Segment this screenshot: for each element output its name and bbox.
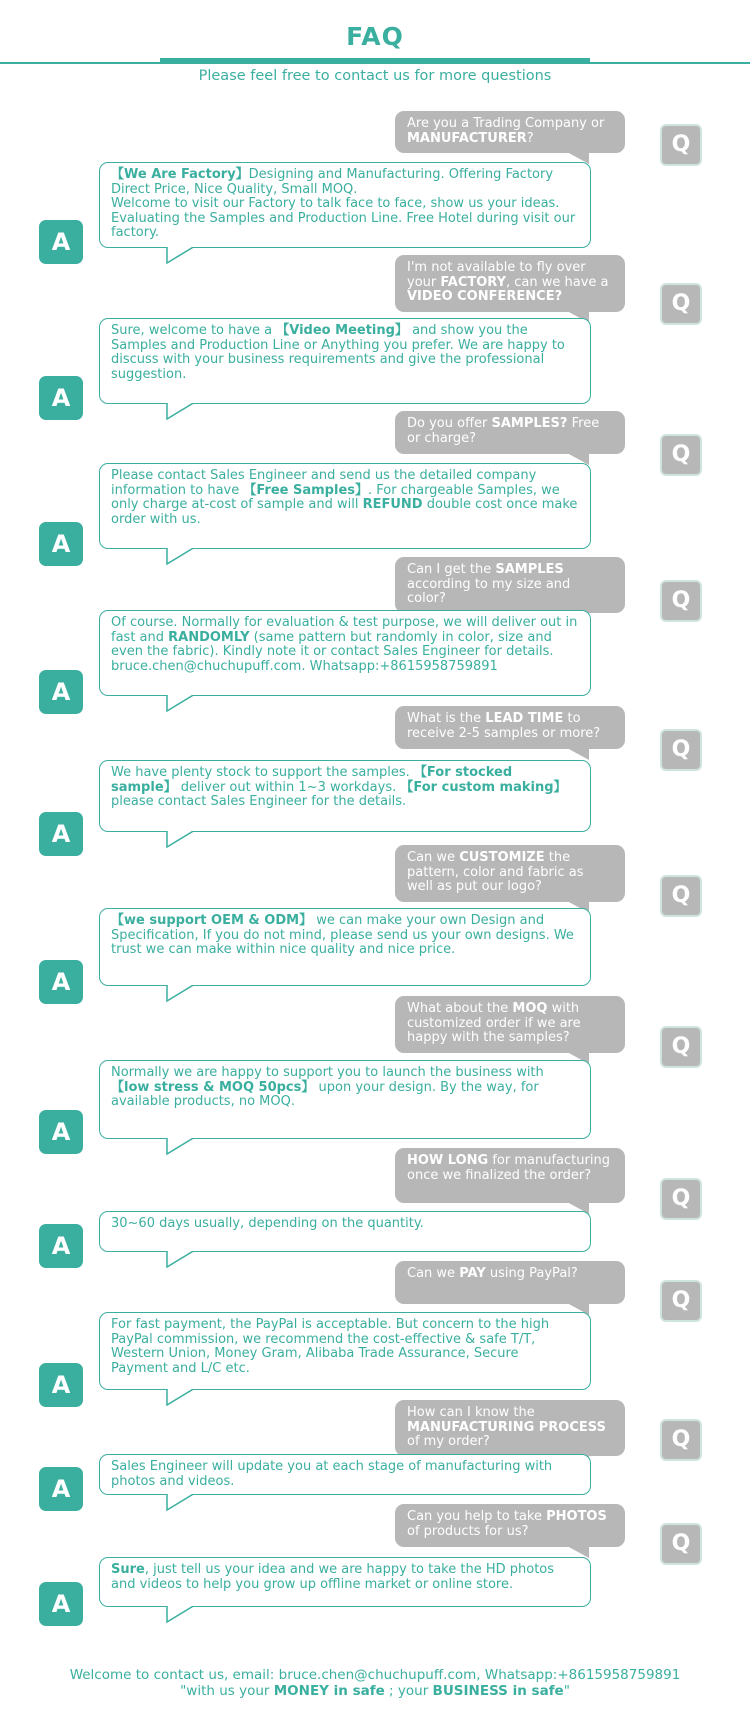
answer-bubble-tail [165, 1606, 197, 1623]
question-icon: Q [660, 1026, 702, 1068]
title-underline [160, 58, 590, 63]
answer-bubble: For fast payment, the PayPal is acceptable. But concern to the high PayPal commission, we recommend the cost-effective & safe T/T, Western Union, Money Gram, Alibaba Trade Assurance, Secure Payment and L/C etc. [99, 1312, 591, 1390]
answer-bubble: We have plenty stock to support the samples. 【For stocked sample】 deliver out within 1~3 workdays. 【For custom making】 please contact Sales Engineer for the details. [99, 760, 591, 832]
question-bubble: How can I know the MANUFACTURING PROCESS of my order? [395, 1400, 625, 1456]
answer-icon: A [39, 670, 83, 714]
answer-icon: A [39, 220, 83, 264]
answer-bubble-tail [165, 985, 197, 1002]
question-bubble: What about the MOQ with customized order if we are happy with the samples? [395, 996, 625, 1053]
answer-icon: A [39, 1110, 83, 1154]
question-icon: Q [660, 434, 702, 476]
page-subtitle: Please feel free to contact us for more questions [198, 68, 552, 84]
answer-icon: A [39, 522, 83, 566]
question-bubble: Do you offer SAMPLES? Free or charge? [395, 411, 625, 454]
question-bubble: Can we PAY using PayPal? [395, 1261, 625, 1304]
answer-icon: A [39, 1224, 83, 1268]
answer-bubble-tail [165, 1389, 197, 1406]
answer-bubble-tail [165, 548, 197, 565]
answer-bubble: Sure, welcome to have a 【Video Meeting】 and show you the Samples and Production Line or Anything you prefer. We are happy to discuss with your business requirements and give the professional suggestion. [99, 318, 591, 404]
answer-bubble-tail [165, 831, 197, 848]
answer-bubble: 【we support OEM & ODM】 we can make your own Design and Specification, If you do not mind, please send us your own designs. We trust we can make within nice quality and nice price. [99, 908, 591, 986]
question-icon: Q [660, 283, 702, 325]
answer-icon: A [39, 1363, 83, 1407]
answer-bubble-tail [165, 1494, 197, 1511]
question-bubble: Can we CUSTOMIZE the pattern, color and fabric as well as put our logo? [395, 845, 625, 902]
question-bubble: Are you a Trading Company or MANUFACTURER? [395, 111, 625, 153]
answer-bubble: Please contact Sales Engineer and send us the detailed company information to have 【Free Samples】. For chargeable Samples, we only charge at-cost of sample and will REFUND double cost once make order with us. [99, 463, 591, 549]
answer-bubble-tail [165, 247, 197, 264]
question-bubble: I'm not available to fly over your FACTORY, can we have a VIDEO CONFERENCE? [395, 255, 625, 312]
answer-icon: A [39, 812, 83, 856]
answer-icon: A [39, 1467, 83, 1511]
question-icon: Q [660, 580, 702, 622]
question-icon: Q [660, 1523, 702, 1565]
answer-bubble-tail [165, 1251, 197, 1268]
question-bubble: What is the LEAD TIME to receive 2-5 samples or more? [395, 706, 625, 749]
question-icon: Q [660, 1419, 702, 1461]
answer-bubble-tail [165, 695, 197, 712]
answer-icon: A [39, 960, 83, 1004]
answer-bubble-tail [165, 1138, 197, 1155]
question-icon: Q [660, 1280, 702, 1322]
question-bubble: HOW LONG for manufacturing once we finalized the order? [395, 1148, 625, 1203]
answer-bubble: 【We Are Factory】Designing and Manufacturing. Offering Factory Direct Price, Nice Quality, Small MOQ. Welcome to visit our Factory to talk face to face, show us your ideas. Evaluating the Samples and Production Line. Free Hotel during visit our factory. [99, 162, 591, 248]
question-icon: Q [660, 875, 702, 917]
footer-slogan: "with us your MONEY in safe ; your BUSINESS in safe" [180, 1683, 570, 1699]
question-bubble: Can I get the SAMPLES according to my size and color? [395, 557, 625, 613]
answer-bubble: Sales Engineer will update you at each stage of manufacturing with photos and videos. [99, 1454, 591, 1495]
question-icon: Q [660, 124, 702, 166]
question-icon: Q [660, 729, 702, 771]
answer-bubble: Normally we are happy to support you to launch the business with 【low stress & MOQ 50pcs】 upon your design. By the way, for available products, no MOQ. [99, 1060, 591, 1139]
answer-icon: A [39, 1582, 83, 1626]
question-bubble: Can you help to take PHOTOS of products for us? [395, 1504, 625, 1547]
answer-bubble: 30~60 days usually, depending on the quantity. [99, 1211, 591, 1252]
answer-bubble: Sure, just tell us your idea and we are happy to take the HD photos and videos to help you grow up offline market or online store. [99, 1557, 591, 1607]
question-icon: Q [660, 1178, 702, 1220]
answer-bubble-tail [165, 403, 197, 420]
footer-contact: Welcome to contact us, email: bruce.chen@chuchupuff.com, Whatsapp:+8615958759891 [69, 1667, 681, 1683]
answer-bubble: Of course. Normally for evaluation & test purpose, we will deliver out in fast and RANDOMLY (same pattern but randomly in color, size and even the fabric). Kindly note it or contact Sales Engineer for details. bruce.chen@chuchupuff.com. Whatsapp:+8615958759891 [99, 610, 591, 696]
answer-icon: A [39, 376, 83, 420]
page-title: FAQ [346, 22, 404, 51]
